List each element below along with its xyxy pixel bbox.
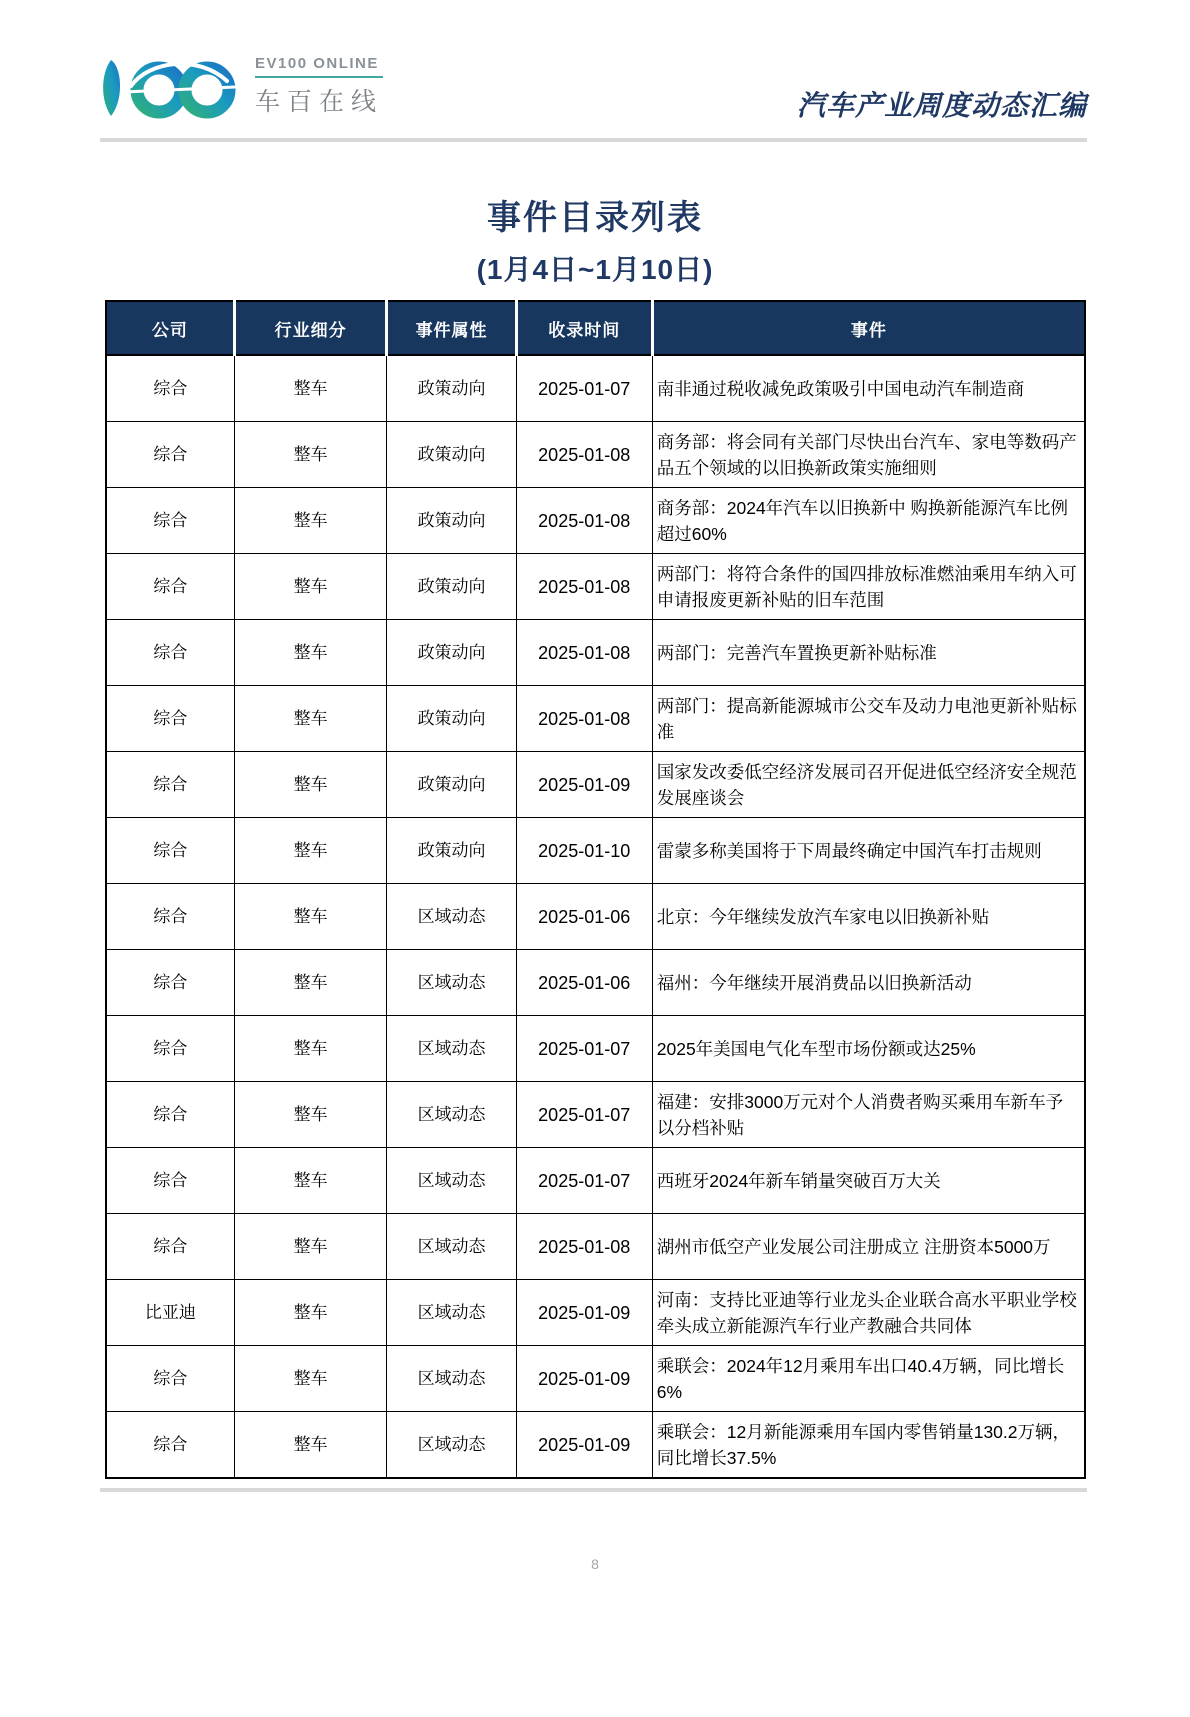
cell-segment: 整车 <box>234 488 387 554</box>
cell-event: 商务部：2024年汽车以旧换新中 购换新能源汽车比例超过60% <box>652 488 1085 554</box>
table-row <box>106 422 1085 488</box>
cell-event-type: 区域动态 <box>387 1412 516 1479</box>
page-header <box>95 48 1087 130</box>
brand-logo <box>95 48 383 124</box>
table-row <box>106 488 1085 554</box>
table-row <box>106 818 1085 884</box>
cell-segment: 整车 <box>234 355 387 422</box>
cell-date: 2025-01-09 <box>516 1412 652 1479</box>
cell-segment: 整车 <box>234 950 387 1016</box>
cell-event-type: 政策动向 <box>387 554 516 620</box>
cell-date: 2025-01-09 <box>516 1346 652 1412</box>
column-header-event: 事件 <box>652 301 1085 355</box>
table-row <box>106 1280 1085 1346</box>
cell-date: 2025-01-09 <box>516 752 652 818</box>
column-header-company: 公司 <box>106 301 234 355</box>
cell-company: 比亚迪 <box>106 1280 234 1346</box>
cell-event: 乘联会：12月新能源乘用车国内零售销量130.2万辆，同比增长37.5% <box>652 1412 1085 1479</box>
table-row <box>106 1082 1085 1148</box>
brand-name-cn: 车百在线 <box>255 87 384 116</box>
cell-event-type: 区域动态 <box>387 1082 516 1148</box>
cell-company: 综合 <box>106 554 234 620</box>
cell-event: 福州：今年继续开展消费品以旧换新活动 <box>652 950 1085 1016</box>
cell-date: 2025-01-08 <box>516 620 652 686</box>
column-header-segment: 行业细分 <box>234 301 387 355</box>
cell-event-type: 区域动态 <box>387 950 516 1016</box>
cell-event: 商务部：将会同有关部门尽快出台汽车、家电等数码产品五个领域的以旧换新政策实施细则 <box>652 422 1085 488</box>
cell-event: 湖州市低空产业发展公司注册成立 注册资本5000万 <box>652 1214 1085 1280</box>
cell-company: 综合 <box>106 1016 234 1082</box>
cell-event: 雷蒙多称美国将于下周最终确定中国汽车打击规则 <box>652 818 1085 884</box>
brand-name-en: EV100 ONLINE <box>255 54 379 72</box>
table-row <box>106 950 1085 1016</box>
page-subtitle: (1月4日~1月10日) <box>476 254 714 285</box>
table-row <box>106 554 1085 620</box>
cell-company: 综合 <box>106 818 234 884</box>
cell-segment: 整车 <box>234 1016 387 1082</box>
cell-segment: 整车 <box>234 554 387 620</box>
event-table-head <box>106 301 1085 355</box>
event-table-container <box>105 300 1086 1479</box>
table-row <box>106 1214 1085 1280</box>
cell-company: 综合 <box>106 1082 234 1148</box>
table-row <box>106 620 1085 686</box>
column-header-event-type: 事件属性 <box>387 301 516 355</box>
cell-segment: 整车 <box>234 818 387 884</box>
column-header-date: 收录时间 <box>516 301 652 355</box>
cell-event: 南非通过税收减免政策吸引中国电动汽车制造商 <box>652 355 1085 422</box>
cell-company: 综合 <box>106 1148 234 1214</box>
cell-date: 2025-01-07 <box>516 1082 652 1148</box>
cell-segment: 整车 <box>234 620 387 686</box>
table-row <box>106 1016 1085 1082</box>
cell-date: 2025-01-08 <box>516 422 652 488</box>
cell-segment: 整车 <box>234 1082 387 1148</box>
cell-company: 综合 <box>106 950 234 1016</box>
cell-event-type: 政策动向 <box>387 488 516 554</box>
cell-segment: 整车 <box>234 1280 387 1346</box>
cell-event: 两部门：提高新能源城市公交车及动力电池更新补贴标准 <box>652 686 1085 752</box>
cell-segment: 整车 <box>234 1214 387 1280</box>
table-row <box>106 686 1085 752</box>
cell-event: 乘联会：2024年12月乘用车出口40.4万辆，同比增长6% <box>652 1346 1085 1412</box>
cell-event: 西班牙2024年新车销量突破百万大关 <box>652 1148 1085 1214</box>
cell-event-type: 政策动向 <box>387 422 516 488</box>
cell-date: 2025-01-07 <box>516 1016 652 1082</box>
table-row <box>106 752 1085 818</box>
cell-event: 北京：今年继续发放汽车家电以旧换新补贴 <box>652 884 1085 950</box>
cell-company: 综合 <box>106 1346 234 1412</box>
table-row <box>106 1346 1085 1412</box>
cell-event-type: 区域动态 <box>387 1280 516 1346</box>
cell-company: 综合 <box>106 752 234 818</box>
cell-event-type: 区域动态 <box>387 884 516 950</box>
table-row <box>106 355 1085 422</box>
cell-company: 综合 <box>106 686 234 752</box>
cell-date: 2025-01-08 <box>516 1214 652 1280</box>
event-table-body <box>106 355 1085 1478</box>
cell-date: 2025-01-06 <box>516 884 652 950</box>
cell-date: 2025-01-07 <box>516 1148 652 1214</box>
cell-event-type: 区域动态 <box>387 1346 516 1412</box>
cell-date: 2025-01-08 <box>516 554 652 620</box>
cell-event: 河南：支持比亚迪等行业龙头企业联合高水平职业学校牵头成立新能源汽车行业产教融合共同体 <box>652 1280 1085 1346</box>
cell-date: 2025-01-09 <box>516 1280 652 1346</box>
document-title: 汽车产业周度动态汇编 <box>796 90 1087 121</box>
page-number: 8 <box>591 1556 599 1572</box>
brand-divider <box>255 76 383 78</box>
cell-date: 2025-01-08 <box>516 686 652 752</box>
cell-segment: 整车 <box>234 884 387 950</box>
cell-company: 综合 <box>106 884 234 950</box>
cell-company: 综合 <box>106 488 234 554</box>
brand-text <box>255 55 383 118</box>
event-table <box>105 300 1086 1479</box>
page-title: 事件目录列表 <box>487 199 703 237</box>
cell-segment: 整车 <box>234 1412 387 1479</box>
table-row <box>106 1148 1085 1214</box>
cell-event-type: 政策动向 <box>387 620 516 686</box>
cell-company: 综合 <box>106 1214 234 1280</box>
cell-segment: 整车 <box>234 686 387 752</box>
table-row <box>106 1412 1085 1479</box>
ev100-logo-icon <box>95 48 245 124</box>
cell-company: 综合 <box>106 620 234 686</box>
cell-event: 两部门：将符合条件的国四排放标准燃油乘用车纳入可申请报废更新补贴的旧车范围 <box>652 554 1085 620</box>
cell-event-type: 政策动向 <box>387 818 516 884</box>
cell-segment: 整车 <box>234 752 387 818</box>
cell-segment: 整车 <box>234 422 387 488</box>
footer-divider <box>100 1488 1087 1492</box>
header-divider <box>100 138 1087 142</box>
cell-event-type: 政策动向 <box>387 752 516 818</box>
cell-event-type: 政策动向 <box>387 355 516 422</box>
cell-company: 综合 <box>106 1412 234 1479</box>
cell-company: 综合 <box>106 355 234 422</box>
cell-event: 两部门：完善汽车置换更新补贴标准 <box>652 620 1085 686</box>
cell-event-type: 区域动态 <box>387 1148 516 1214</box>
cell-segment: 整车 <box>234 1148 387 1214</box>
cell-date: 2025-01-08 <box>516 488 652 554</box>
cell-date: 2025-01-06 <box>516 950 652 1016</box>
cell-event-type: 区域动态 <box>387 1214 516 1280</box>
header-row <box>106 301 1085 355</box>
cell-event: 福建：安排3000万元对个人消费者购买乘用车新车予以分档补贴 <box>652 1082 1085 1148</box>
cell-event: 2025年美国电气化车型市场份额或达25% <box>652 1016 1085 1082</box>
cell-event: 国家发改委低空经济发展司召开促进低空经济安全规范发展座谈会 <box>652 752 1085 818</box>
cell-segment: 整车 <box>234 1346 387 1412</box>
table-row <box>106 884 1085 950</box>
cell-date: 2025-01-07 <box>516 355 652 422</box>
cell-event-type: 区域动态 <box>387 1016 516 1082</box>
cell-event-type: 政策动向 <box>387 686 516 752</box>
cell-date: 2025-01-10 <box>516 818 652 884</box>
cell-company: 综合 <box>106 422 234 488</box>
